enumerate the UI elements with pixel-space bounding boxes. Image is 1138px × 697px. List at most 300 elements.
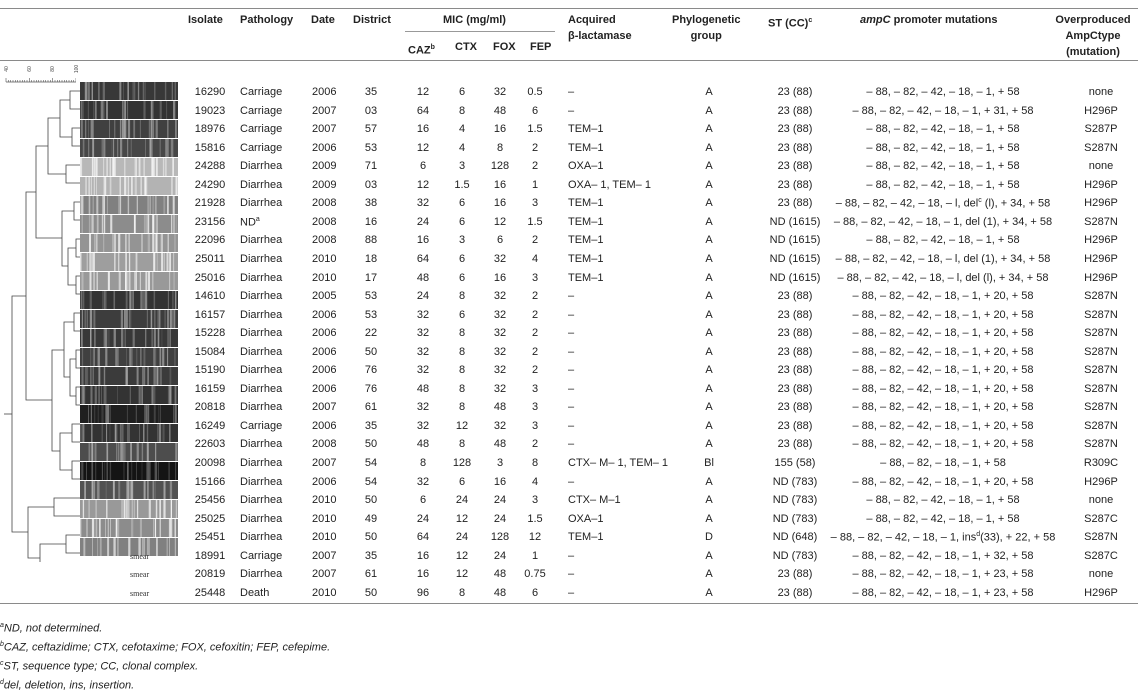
table-row — [178, 250, 1138, 269]
cell-phylo: A — [705, 419, 713, 432]
cell-acq: OXA–1 — [568, 512, 604, 525]
gel-band — [150, 139, 152, 157]
cell-ampc: – 88, – 82, – 42, – 18, – 1, + 23, + 58 — [852, 586, 1034, 599]
gel-band — [153, 481, 154, 499]
cell-pathology: $ND^a$ — [240, 215, 260, 229]
gel-band — [173, 405, 175, 423]
cell-ctx: 6 — [458, 308, 466, 321]
gel-band — [167, 348, 168, 366]
cell-pathology: Diarrhea — [240, 345, 283, 358]
gel-band — [105, 519, 106, 537]
gel-band — [89, 500, 90, 518]
gel-band — [160, 348, 162, 366]
cell-ampc: – 88, – 82, – 42, – 18, – 1, + 58 — [866, 178, 1020, 191]
cell-ctx: 8 — [458, 401, 466, 414]
cell-st: 23 (88) — [777, 308, 813, 321]
cell-acq: TEM–1 — [568, 252, 604, 265]
gel-band — [156, 158, 158, 176]
gel-band — [141, 177, 142, 195]
cell-caz: 8 — [419, 457, 427, 469]
gel-band — [144, 215, 146, 233]
cell-ampc: – 88, – 82, – 42, – 18, – 1, + 58 — [866, 123, 1020, 136]
cell-district: 71 — [364, 160, 378, 173]
gel-band — [129, 481, 131, 499]
cell-st: 23 (88) — [777, 568, 813, 581]
table-row — [178, 102, 1138, 121]
cell-date: 2007 — [312, 457, 337, 469]
cell-district: 50 — [364, 494, 378, 507]
gel-band — [105, 177, 107, 195]
cell-ctx: 1.5 — [454, 178, 470, 191]
gel-band — [96, 196, 98, 214]
gel-lane — [80, 291, 178, 309]
cell-pathology: Diarrhea — [240, 308, 283, 321]
gel-band — [123, 443, 125, 461]
gel-band — [146, 405, 148, 423]
gel-band — [137, 196, 138, 214]
cell-district: 35 — [364, 419, 378, 432]
gel-band — [94, 158, 95, 176]
gel-band — [110, 424, 111, 442]
header-date: Date — [311, 14, 335, 26]
cell-fep: 2 — [531, 290, 539, 303]
gel-band — [148, 462, 150, 480]
gel-band — [103, 158, 104, 176]
gel-band — [160, 139, 161, 157]
gel-band — [135, 177, 137, 195]
cell-st: 23 (88) — [777, 197, 813, 210]
cell-date: 2010 — [312, 252, 337, 265]
gel-band — [107, 462, 108, 480]
gel-band — [152, 120, 154, 138]
cell-acq: TEM–1 — [568, 141, 604, 154]
cell-phylo: A — [705, 475, 713, 488]
gel-band — [163, 196, 165, 214]
cell-fep: 1.5 — [527, 123, 543, 136]
cell-fox: 3 — [496, 457, 504, 469]
cell-fep: 2 — [531, 438, 539, 451]
footnote: $^b$CAZ, ceftazidime; CTX, cefotaxime; FOX, cefoxitin; FEP, cefepime. — [0, 641, 331, 654]
gel-band — [82, 310, 83, 328]
scale-tick-label: 100 — [74, 64, 81, 74]
header-fox: FOX — [493, 41, 516, 53]
smear-label: smear — [130, 588, 150, 598]
cell-ampc: – 88, – 82, – 42, – 18, – 1, + 20, + 58 — [852, 382, 1034, 395]
cell-over: H296P — [1084, 271, 1118, 284]
cell-date: 2009 — [312, 178, 337, 191]
cell-over: none — [1088, 86, 1114, 98]
gel-band — [176, 215, 177, 233]
cell-ampc: – 88, – 82, – 42, – 18, – 1, + 23, + 58 — [852, 568, 1034, 581]
gel-band — [92, 120, 94, 138]
cell-acq: – — [568, 438, 575, 451]
gel-band — [123, 82, 124, 100]
gel-band — [81, 291, 82, 309]
gel-band — [83, 291, 85, 309]
gel-band — [147, 196, 149, 214]
cell-fep: 1.5 — [527, 215, 543, 228]
gel-band — [118, 196, 120, 214]
gel-band — [110, 158, 111, 176]
cell-date: 2010 — [312, 271, 337, 284]
cell-district: 76 — [364, 364, 378, 377]
gel-band — [158, 329, 160, 347]
gel-band — [146, 272, 147, 290]
gel-band — [93, 443, 94, 461]
gel-band — [81, 462, 83, 480]
cell-pathology: Diarrhea — [240, 531, 283, 544]
cell-date: 2010 — [312, 586, 337, 599]
gel-band — [173, 253, 174, 271]
cell-fep: 12 — [528, 531, 542, 544]
gel-band — [155, 234, 156, 252]
table-row — [178, 306, 1138, 325]
cell-over: S287N — [1084, 438, 1118, 451]
cell-date: 2008 — [312, 197, 337, 210]
cell-fox: 128 — [490, 160, 510, 173]
table-row — [178, 454, 1138, 473]
cell-fox: 24 — [493, 512, 507, 525]
gel-band — [136, 253, 138, 271]
gel-band — [152, 234, 154, 252]
cell-ctx: 3 — [458, 160, 466, 173]
cell-pathology: Diarrhea — [240, 475, 283, 488]
gel-band — [122, 101, 123, 119]
cell-date: 2006 — [312, 308, 337, 321]
cell-st: ND (1615) — [769, 234, 821, 247]
gel-band — [109, 120, 110, 138]
cell-caz: 16 — [416, 234, 430, 247]
gel-lane — [80, 215, 178, 233]
gel-band — [165, 139, 167, 157]
gel-band — [140, 120, 141, 138]
cell-district: 50 — [364, 345, 378, 358]
bottom-rule — [0, 603, 1138, 604]
cell-district: 50 — [364, 586, 378, 599]
gel-band — [164, 310, 165, 328]
cell-date: 2007 — [312, 104, 337, 117]
gel-band — [92, 253, 93, 271]
cell-date: 2006 — [312, 382, 337, 395]
header-st: ST (CC)$^c$ — [768, 17, 813, 30]
table-row — [178, 380, 1138, 399]
gel-band — [131, 481, 133, 499]
cell-phylo: A — [705, 160, 713, 173]
cell-ctx: 8 — [458, 290, 466, 303]
gel-band — [120, 120, 122, 138]
cell-st: ND (1615) — [769, 215, 821, 228]
cell-ctx: 12 — [455, 419, 469, 432]
cell-phylo: Bl — [704, 457, 714, 469]
gel-band — [106, 481, 107, 499]
cell-fep: 0.5 — [527, 86, 543, 98]
gel-band — [116, 443, 117, 461]
pfge-gel-image — [80, 82, 178, 558]
gel-band — [174, 234, 175, 252]
cell-fox: 6 — [496, 234, 504, 247]
header-rule — [0, 60, 1138, 61]
cell-pathology: Carriage — [240, 141, 283, 154]
cell-st: ND (783) — [772, 475, 818, 488]
cell-fep: 6 — [531, 104, 539, 117]
cell-phylo: A — [705, 104, 713, 117]
cell-caz: 32 — [416, 364, 430, 377]
gel-band — [114, 538, 115, 556]
gel-band — [91, 424, 93, 442]
table-row — [178, 287, 1138, 306]
gel-band — [144, 367, 146, 385]
gel-band — [137, 348, 138, 366]
gel-band — [148, 215, 150, 233]
top-rule — [0, 8, 1138, 9]
gel-band — [115, 120, 116, 138]
gel-band — [133, 329, 135, 347]
gel-band — [153, 196, 154, 214]
cell-fox: 48 — [493, 586, 507, 599]
cell-ctx: 8 — [458, 104, 466, 117]
gel-band — [85, 82, 87, 100]
gel-band — [124, 500, 126, 518]
gel-band — [106, 443, 107, 461]
gel-band — [122, 424, 123, 442]
gel-band — [97, 272, 99, 290]
cell-caz: 32 — [416, 308, 430, 321]
gel-band — [160, 101, 162, 119]
cell-acq: – — [568, 401, 575, 414]
cell-ctx: 4 — [458, 123, 466, 136]
gel-band — [117, 519, 119, 537]
cell-fep: 2 — [531, 234, 539, 247]
smear-label: smear — [130, 551, 150, 561]
gel-band — [82, 272, 84, 290]
gel-band — [107, 196, 108, 214]
cell-pathology: Diarrhea — [240, 271, 283, 284]
gel-band — [176, 500, 177, 518]
gel-band — [94, 481, 95, 499]
cell-caz: 12 — [416, 86, 430, 98]
gel-band — [126, 234, 127, 252]
gel-band — [128, 234, 130, 252]
cell-ctx: 6 — [458, 475, 466, 488]
gel-band — [174, 272, 175, 290]
cell-date: 2009 — [312, 160, 337, 173]
cell-st: 23 (88) — [777, 86, 813, 98]
table-row — [178, 213, 1138, 232]
cell-district: 03 — [364, 178, 378, 191]
cell-st: ND (1615) — [769, 252, 821, 265]
table-row — [178, 194, 1138, 213]
gel-band — [82, 348, 83, 366]
gel-band — [175, 538, 176, 556]
gel-band — [173, 215, 175, 233]
gel-band — [89, 253, 91, 271]
cell-caz: 48 — [416, 271, 430, 284]
gel-band — [108, 329, 109, 347]
gel-band — [103, 291, 104, 309]
gel-band — [170, 386, 172, 404]
cell-st: 23 (88) — [777, 401, 813, 414]
cell-fox: 32 — [493, 382, 507, 395]
gel-band — [168, 386, 169, 404]
cell-over: H296P — [1084, 104, 1118, 117]
gel-band — [89, 443, 91, 461]
gel-band — [155, 367, 157, 385]
gel-band — [172, 82, 173, 100]
gel-band — [120, 424, 122, 442]
gel-band — [90, 272, 92, 290]
gel-lane — [80, 367, 178, 385]
gel-band — [80, 519, 81, 537]
gel-band — [156, 538, 158, 556]
gel-band — [91, 462, 93, 480]
cell-st: 23 (88) — [777, 345, 813, 358]
cell-st: 23 (88) — [777, 419, 813, 432]
cell-acq: OXA–1 — [568, 160, 604, 173]
cell-isolate: 16290 — [194, 86, 226, 98]
gel-band — [125, 253, 127, 271]
gel-band — [134, 500, 135, 518]
gel-band — [125, 272, 126, 290]
cell-acq: – — [568, 568, 575, 581]
gel-band — [153, 348, 154, 366]
cell-ctx: 8 — [458, 586, 466, 599]
cell-st: 23 (88) — [777, 104, 813, 117]
gel-band — [151, 310, 153, 328]
cell-ctx: 24 — [455, 531, 469, 544]
cell-acq: – — [568, 104, 575, 117]
cell-isolate: 25451 — [194, 531, 226, 544]
cell-over: S287C — [1084, 512, 1118, 525]
cell-ampc: – 88, – 82, – 42, – 18, – 1, + 58 — [866, 141, 1020, 154]
cell-district: 17 — [364, 271, 378, 284]
cell-date: 2006 — [312, 345, 337, 358]
cell-date: 2010 — [312, 512, 337, 525]
gel-band — [155, 462, 157, 480]
gel-band — [89, 215, 91, 233]
gel-band — [175, 386, 177, 404]
header-mic-group: MIC (mg/ml) — [443, 14, 506, 26]
cell-st: ND (783) — [772, 549, 818, 562]
cell-pathology: Diarrhea — [240, 568, 283, 581]
gel-band — [82, 101, 83, 119]
cell-district: 53 — [364, 141, 378, 154]
cell-fep: 4 — [531, 252, 539, 265]
table-row — [178, 473, 1138, 492]
cell-isolate: 21928 — [194, 197, 226, 210]
gel-band — [129, 291, 131, 309]
cell-district: 54 — [364, 475, 378, 488]
gel-band — [99, 519, 101, 537]
gel-band — [148, 272, 150, 290]
cell-pathology: Diarrhea — [240, 438, 283, 451]
cell-ampc: – 88, – 82, – 42, – 18, – 1, + 58 — [866, 512, 1020, 525]
gel-band — [154, 386, 156, 404]
cell-ctx: 6 — [458, 252, 466, 265]
gel-band — [88, 139, 89, 157]
gel-band — [88, 82, 90, 100]
cell-phylo: A — [705, 86, 713, 98]
cell-pathology: Diarrhea — [240, 327, 283, 340]
gel-band — [140, 272, 141, 290]
cell-fox: 32 — [493, 345, 507, 358]
gel-band — [104, 462, 105, 480]
gel-band — [174, 310, 175, 328]
gel-band — [103, 329, 105, 347]
gel-band — [142, 443, 143, 461]
cell-st: ND (1615) — [769, 271, 821, 284]
gel-band — [169, 538, 170, 556]
cell-fep: 1.5 — [527, 512, 543, 525]
gel-band — [131, 177, 133, 195]
cell-pathology: Diarrhea — [240, 234, 283, 247]
cell-over: H296P — [1084, 586, 1118, 599]
gel-band — [133, 82, 134, 100]
gel-band — [115, 424, 116, 442]
gel-band — [102, 424, 103, 442]
cell-pathology: Carriage — [240, 86, 283, 98]
cell-phylo: A — [705, 401, 713, 414]
gel-band — [101, 139, 102, 157]
cell-fox: 48 — [493, 401, 507, 414]
gel-band — [120, 82, 122, 100]
gel-band — [171, 139, 173, 157]
gel-band — [95, 101, 97, 119]
cell-over: S287N — [1084, 290, 1118, 303]
cell-st: ND (783) — [772, 512, 818, 525]
cell-ctx: 4 — [458, 141, 466, 154]
cell-ctx: 6 — [458, 197, 466, 210]
gel-band — [106, 101, 108, 119]
gel-band — [121, 329, 123, 347]
cell-isolate: 25025 — [194, 512, 226, 525]
table-row — [178, 435, 1138, 454]
gel-band — [144, 481, 146, 499]
cell-fep: 4 — [531, 475, 539, 488]
cell-district: 57 — [364, 123, 378, 136]
cell-district: 03 — [364, 104, 378, 117]
gel-band — [167, 253, 169, 271]
cell-pathology: Diarrhea — [240, 160, 283, 173]
cell-pathology: Diarrhea — [240, 401, 283, 414]
cell-phylo: A — [705, 494, 713, 507]
gel-band — [104, 367, 105, 385]
table-row — [178, 398, 1138, 417]
mic-group-rule — [405, 31, 555, 32]
cell-phylo: A — [705, 438, 713, 451]
cell-caz: 64 — [416, 531, 430, 544]
cell-date: 2007 — [312, 401, 337, 414]
gel-band — [103, 234, 104, 252]
gel-band — [126, 348, 127, 366]
gel-band — [96, 519, 97, 537]
gel-band — [96, 177, 97, 195]
cell-district: 61 — [364, 401, 378, 414]
gel-band — [145, 291, 146, 309]
gel-band — [95, 443, 97, 461]
cell-fep: 6 — [531, 586, 539, 599]
gel-band — [129, 253, 130, 271]
gel-band — [81, 329, 83, 347]
gel-band — [120, 177, 121, 195]
gel-band — [118, 253, 119, 271]
gel-band — [91, 386, 92, 404]
cell-isolate: 16249 — [194, 419, 226, 432]
gel-band — [119, 272, 121, 290]
cell-ctx: 8 — [458, 364, 466, 377]
cell-over: S287N — [1084, 345, 1118, 358]
gel-band — [153, 272, 154, 290]
cell-phylo: A — [705, 290, 713, 303]
